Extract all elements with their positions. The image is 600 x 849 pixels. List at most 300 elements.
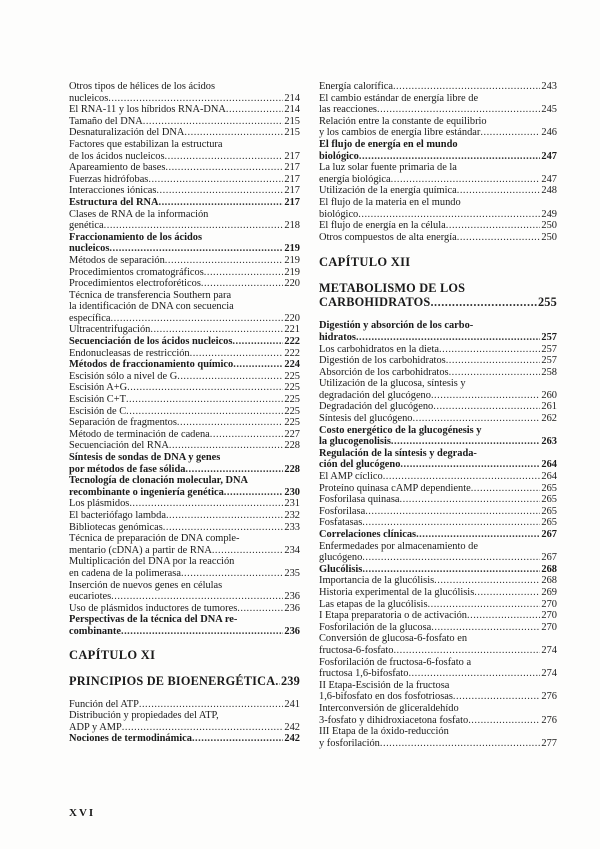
- dot-leader: [165, 162, 283, 174]
- toc-entry-text: Síntesis de sondas de DNA y genes: [69, 452, 221, 463]
- dot-leader: [380, 738, 541, 750]
- toc-page-number: 264: [541, 471, 557, 483]
- toc-entry: [69, 116, 300, 128]
- toc-page-number: 267: [541, 529, 557, 540]
- toc-entry: [319, 413, 557, 425]
- toc-entry-text: Endonucleasas de restricción: [69, 347, 190, 359]
- toc-entry-text: Estructura del RNA: [69, 196, 159, 208]
- toc-page-number: 248: [541, 185, 557, 197]
- dot-leader: [169, 440, 284, 452]
- toc-entry-text: Regulación de la síntesis y degrada-: [319, 447, 477, 459]
- toc-entry-text: 3-fosfato y dihidroxiacetona fosfato: [319, 714, 469, 726]
- toc-page-number: 220: [284, 312, 300, 324]
- dot-leader: [400, 459, 540, 471]
- toc-page-number: 250: [541, 231, 557, 243]
- toc-entry-text: II Etapa-Escisión de la fructosa: [319, 679, 450, 691]
- toc-entry: [69, 580, 300, 603]
- dot-leader: [400, 494, 541, 506]
- toc-entry-text: Utilización de la glucosa, síntesis y: [319, 378, 466, 390]
- toc-entry-text: Separación de fragmentos: [69, 417, 177, 429]
- toc-entry-text: y los cambios de energía libre estándar: [319, 127, 481, 139]
- toc-entry-text: Secuenciación de los ácidos nucleicos: [69, 336, 233, 348]
- toc-entry-text: Escisión A+G: [69, 382, 128, 394]
- toc-entry-text: Inserción de nuevos genes en células: [69, 579, 223, 591]
- toc-page-number: 228: [284, 440, 300, 452]
- toc-page-number: 217: [284, 185, 300, 197]
- dot-leader: [453, 691, 541, 703]
- toc-entry: [69, 290, 300, 325]
- toc-page-number: 217: [284, 173, 300, 185]
- toc-entry: [319, 483, 557, 495]
- dot-leader: [181, 568, 283, 580]
- toc-entry: [319, 93, 557, 116]
- toc-page-number: 236: [284, 591, 300, 603]
- toc-page-number: 218: [284, 220, 300, 232]
- toc-entry-text: Digestión y absorción de los carbo-: [319, 320, 474, 332]
- toc-entry-text: degradación del glucógeno: [319, 389, 431, 401]
- toc-entry-text: fructosa-6-fosfato: [319, 644, 394, 656]
- dot-leader: [356, 332, 540, 344]
- toc-entry-text: III Etapa de la óxido-reducción: [319, 726, 449, 738]
- dot-leader: [391, 174, 541, 186]
- toc-entry: [69, 556, 300, 579]
- toc-entry: [319, 494, 557, 506]
- dot-leader: [457, 232, 541, 244]
- dot-leader: [127, 382, 283, 394]
- toc-entry: [319, 703, 557, 726]
- toc-entry-text: Ultracentrifugación: [69, 324, 151, 336]
- toc-entry-text: eucariotes: [69, 591, 112, 603]
- toc-page-number: 230: [284, 486, 300, 498]
- toc-entry: [319, 506, 557, 518]
- toc-entry-text: las reacciones: [319, 104, 377, 116]
- toc-entry-text: Escisión C+T: [69, 394, 126, 406]
- toc-page-number: 227: [284, 428, 300, 440]
- chapter-xii-title: METABOLISMO DE LOS CARBOHIDRATOS ..... 255: [319, 281, 557, 309]
- toc-entry: [319, 575, 557, 587]
- toc-entry-text: Escisión de C: [69, 405, 127, 417]
- toc-entry-text: específica: [69, 312, 111, 324]
- toc-page-number: 264: [541, 459, 557, 471]
- toc-page-number: 225: [284, 370, 300, 382]
- dot-leader: [204, 267, 284, 279]
- toc-entry-text: El bacteriófago lambda: [69, 509, 166, 521]
- toc-page-number: 215: [284, 115, 300, 127]
- toc-entry: [69, 255, 300, 267]
- toc-entry-text: Costo energético de la glucogénesis y: [319, 424, 482, 436]
- toc-entry-text: El RNA-11 y los híbridos RNA-DNA: [69, 104, 226, 116]
- toc-entry: [69, 324, 300, 336]
- toc-page-number: 236: [284, 625, 300, 637]
- toc-entry-text: de los ácidos nucleicos: [69, 150, 165, 162]
- toc-entry: [319, 622, 557, 634]
- toc-entry-text: El cambio estándar de energía libre de: [319, 92, 479, 104]
- toc-entry-text: hidratos: [319, 331, 356, 343]
- toc-entry: [69, 533, 300, 556]
- toc-entry-text: Factores que estabilizan la estructura: [69, 138, 223, 150]
- toc-page-number: 247: [541, 150, 557, 162]
- toc-page-number: 219: [284, 266, 300, 278]
- toc-entry-text: Las etapas de la glucólisis: [319, 598, 428, 610]
- dot-leader: [166, 510, 283, 522]
- toc-entry-text: Técnica de preparación de DNA comple-: [69, 533, 240, 545]
- toc-entry-text: Perspectivas de la técnica del DNA re-: [69, 614, 238, 626]
- toc-entry: [319, 599, 557, 611]
- dot-leader: [177, 417, 284, 429]
- toc-entry: [319, 81, 557, 93]
- toc-entry-text: Fosforilación de la glucosa: [319, 621, 432, 633]
- toc-entry-text: ción del glucógeno: [319, 459, 401, 471]
- dot-leader: [150, 324, 283, 336]
- toc-entry-text: El flujo de energía en el mundo: [319, 138, 458, 150]
- dot-leader: [359, 151, 541, 163]
- dot-leader: [185, 464, 283, 476]
- dot-leader: [416, 529, 540, 541]
- dot-leader: [210, 429, 284, 441]
- toc-entry: [319, 139, 557, 162]
- dot-leader: [391, 436, 541, 448]
- toc-entry: [319, 355, 557, 367]
- dot-leader: [109, 243, 283, 255]
- dot-leader: [232, 336, 283, 348]
- toc-page-number: 225: [284, 382, 300, 394]
- dot-leader: [474, 587, 540, 599]
- dot-leader: [121, 626, 283, 638]
- toc-entry: [319, 610, 557, 622]
- toc-entry-text: Técnica de transferencia Southern para: [69, 289, 232, 301]
- toc-entry-text: Escisión sólo a nivel de G: [69, 370, 178, 382]
- toc-page-number: 261: [541, 401, 557, 413]
- toc-entry-text: Secuenciación del RNA: [69, 440, 169, 452]
- toc-page-number: 246: [541, 127, 557, 139]
- toc-entry-text: Apareamiento de bases: [69, 162, 166, 174]
- toc-entry-text: Conversión de glucosa-6-fosfato en: [319, 633, 468, 645]
- dot-leader: [365, 506, 540, 518]
- dot-leader: [212, 545, 284, 557]
- toc-entry-text: El flujo de la materia en el mundo: [319, 196, 461, 208]
- toc-entry-text: glucógeno: [319, 552, 363, 564]
- dot-leader: [139, 699, 284, 711]
- toc-entry: [69, 440, 300, 452]
- toc-entry-text: La luz solar fuente primaria de la: [319, 162, 457, 174]
- toc-entry-text: El flujo de energía en la célula: [319, 220, 446, 232]
- toc-entry: [69, 81, 300, 104]
- toc-entry-text: Clases de RNA de la información: [69, 208, 209, 220]
- dot-leader: [413, 413, 541, 425]
- toc-entry-text: El AMP cíclico: [319, 471, 383, 483]
- toc-entry: [319, 425, 557, 448]
- toc-entry: [69, 104, 300, 116]
- dot-leader: [126, 406, 283, 418]
- toc-entry: [69, 382, 300, 394]
- toc-page-number: 257: [541, 343, 557, 355]
- toc-entry: [69, 359, 300, 371]
- toc-entry-text: biológico: [319, 150, 359, 162]
- toc-page-number: 262: [541, 413, 557, 425]
- toc-page-number: 250: [541, 220, 557, 232]
- toc-entry: [69, 510, 300, 522]
- toc-entry: [319, 726, 557, 749]
- toc-page-number: 274: [541, 644, 557, 656]
- toc-entry-text: Fosforilación de fructosa-6-fosfato a: [319, 656, 472, 668]
- dot-leader: [393, 81, 540, 93]
- toc-entry: [69, 699, 300, 711]
- toc-entry-text: Fosfatasas: [319, 517, 363, 529]
- toc-entry-list: [69, 699, 300, 745]
- toc-entry-text: Fosforilasa quinasa: [319, 494, 400, 506]
- dot-leader: [158, 197, 283, 209]
- toc-entry-text: I Etapa preparatoria o de activación: [319, 610, 467, 622]
- toc-page-number: 268: [541, 563, 557, 575]
- toc-entry: [69, 603, 300, 615]
- toc-entry: [69, 139, 300, 162]
- toc-entry-text: nucleicos: [69, 92, 109, 104]
- toc-entry-text: Otros compuestos de alta energía: [319, 231, 457, 243]
- toc-entry-text: Energía calorífica: [319, 81, 393, 92]
- toc-page-number: 233: [284, 521, 300, 533]
- toc-entry-text: Digestión de los carbohidratos: [319, 355, 446, 367]
- toc-entry: [319, 680, 557, 703]
- dot-leader: [111, 313, 284, 325]
- toc-entry-text: Correlaciones clínicas: [319, 529, 417, 540]
- toc-entry-text: en cadena de la polimerasa: [69, 567, 181, 579]
- dot-leader: [434, 575, 540, 587]
- toc-entry-list: [319, 320, 557, 749]
- toc-page-number: 219: [284, 254, 300, 266]
- toc-page-number: 277: [541, 737, 557, 749]
- toc-page-number: 242: [284, 721, 300, 733]
- dot-leader: [446, 220, 541, 232]
- toc-right-column: [319, 81, 557, 749]
- toc-page-number: 265: [541, 482, 557, 494]
- toc-entry-text: Los plásmidos: [69, 498, 130, 510]
- toc-entry-text: Síntesis del glucógeno: [319, 413, 413, 425]
- toc-entry-text: biológico: [319, 208, 359, 220]
- dot-leader: [111, 591, 283, 603]
- toc-page-number: 214: [284, 104, 300, 116]
- toc-entry-text: Métodos de fraccionamiento químico: [69, 359, 234, 371]
- toc-entry: [319, 541, 557, 564]
- toc-page-number: 236: [284, 602, 300, 614]
- toc-entry: [319, 116, 557, 139]
- dot-leader: [393, 645, 540, 657]
- toc-page-number: 222: [284, 336, 300, 348]
- toc-entry: [319, 633, 557, 656]
- toc-page-number: 242: [284, 733, 300, 745]
- page-folio: XVI: [69, 807, 96, 819]
- toc-entry-text: Importancia de la glucólisis: [319, 575, 435, 587]
- toc-entry-text: Tecnología de clonación molecular, DNA: [69, 475, 249, 487]
- toc-page-number: 245: [541, 104, 557, 116]
- toc-entry: [319, 517, 557, 529]
- toc-entry-text: Degradación del glucógeno: [319, 401, 434, 413]
- toc-page-number: 228: [284, 463, 300, 475]
- dot-leader: [165, 151, 284, 163]
- toc-page-number: 217: [284, 150, 300, 162]
- toc-entry: [319, 471, 557, 483]
- dot-leader: [163, 522, 284, 534]
- toc-page-number: 217: [284, 162, 300, 174]
- toc-entry: [69, 348, 300, 360]
- dot-leader: [122, 722, 284, 734]
- toc-entry: [319, 344, 557, 356]
- toc-entry: [69, 417, 300, 429]
- toc-entry-text: 1,6-bifosfato en dos fosfotriosas: [319, 691, 453, 703]
- dot-leader: [377, 104, 540, 116]
- toc-entry-text: combinante: [69, 625, 121, 637]
- toc-entry-text: Absorción de los carbohidratos: [319, 366, 449, 378]
- toc-page-number: 243: [541, 81, 557, 92]
- dot-leader: [467, 610, 540, 622]
- dot-leader: [148, 174, 283, 186]
- dot-leader: [480, 127, 540, 139]
- toc-entry: [69, 475, 300, 498]
- dot-leader: [143, 116, 284, 128]
- toc-entry-text: y fosforilación: [319, 737, 380, 749]
- chapter-xii-label: CAPÍTULO XII: [319, 255, 411, 270]
- toc-entry-text: Multiplicación del DNA por la reacción: [69, 556, 235, 568]
- toc-entry-text: fructosa 1,6-bifosfato: [319, 668, 409, 680]
- toc-entry-text: Historia experimental de la glucólisis: [319, 586, 475, 598]
- dot-leader: [468, 715, 540, 727]
- toc-page-number: 220: [284, 278, 300, 290]
- toc-page-number: 234: [284, 544, 300, 556]
- dot-leader: [156, 185, 283, 197]
- toc-entry-text: por métodos de fase sólida: [69, 463, 186, 475]
- dot-leader: [433, 401, 540, 413]
- dot-leader: [184, 127, 283, 139]
- toc-entry: [69, 336, 300, 348]
- toc-page-number: 269: [541, 586, 557, 598]
- toc-page-number: 270: [541, 610, 557, 622]
- toc-page-number: 263: [541, 436, 557, 448]
- toc-entry-text: Fraccionamiento de los ácidos: [69, 231, 203, 243]
- toc-entry: [69, 406, 300, 418]
- toc-entry-text: mentario (cDNA) a partir de RNA: [69, 544, 212, 556]
- toc-entry: [319, 162, 557, 185]
- toc-entry: [319, 448, 557, 471]
- toc-entry-text: Métodos de separación: [69, 254, 165, 266]
- dot-leader: [362, 517, 540, 529]
- toc-page-number: 225: [284, 417, 300, 429]
- toc-page-number: 214: [284, 92, 300, 104]
- toc-page-number: 215: [284, 127, 300, 139]
- dot-leader: [358, 209, 540, 221]
- toc-entry-text: la identificación de DNA con secuencia: [69, 301, 234, 313]
- toc-entry: [69, 209, 300, 232]
- dot-leader: [237, 603, 283, 615]
- toc-entry: [69, 394, 300, 406]
- dot-leader: [457, 185, 541, 197]
- dot-leader: [449, 367, 541, 379]
- toc-page-number: 265: [541, 517, 557, 529]
- toc-left-column: [69, 81, 300, 745]
- toc-entry-text: Fuerzas hidrófobas: [69, 173, 149, 185]
- dot-leader: [126, 394, 283, 406]
- toc-entry: [69, 371, 300, 383]
- toc-entry-text: Procedimientos electroforéticos: [69, 278, 201, 290]
- toc-entry: [69, 232, 300, 255]
- toc-entry: [69, 733, 300, 745]
- toc-page-number: 217: [284, 196, 300, 208]
- toc-entry: [319, 529, 557, 541]
- toc-entry-text: Método de terminación de cadena: [69, 428, 210, 440]
- toc-page-number: 241: [284, 698, 300, 710]
- dot-leader: [431, 390, 540, 402]
- dot-leader: [408, 668, 540, 680]
- chapter-xi-label: CAPÍTULO XI: [69, 647, 156, 662]
- toc-page-number: 276: [541, 714, 557, 726]
- toc-page-number: 258: [541, 366, 557, 378]
- toc-page-number: 276: [541, 691, 557, 703]
- toc-entry-text: ADP y AMP: [69, 721, 122, 733]
- toc-entry: [319, 401, 557, 413]
- dot-leader: [439, 344, 540, 356]
- dot-leader: [362, 564, 540, 576]
- toc-entry-text: genética: [69, 220, 104, 232]
- dot-leader: [233, 359, 283, 371]
- dot-leader: [224, 487, 284, 499]
- toc-entry: [319, 320, 557, 343]
- dot-leader: [226, 104, 283, 116]
- toc-page-number: 270: [541, 621, 557, 633]
- dot-leader: [177, 371, 283, 383]
- toc-entry-text: nucleicos: [69, 243, 110, 255]
- toc-entry-text: Función del ATP: [69, 698, 139, 710]
- toc-entry-text: Tamaño del DNA: [69, 115, 143, 127]
- dot-leader: [190, 348, 284, 360]
- dot-leader: [108, 93, 283, 105]
- toc-entry-text: Glucólisis: [319, 563, 363, 575]
- toc-entry-list: [69, 81, 300, 638]
- toc-entry-text: Proteíno quinasa cAMP dependiente: [319, 482, 471, 494]
- toc-page-number: 257: [541, 331, 557, 343]
- toc-entry-text: Fosforilasa: [319, 505, 366, 517]
- toc-entry: [319, 185, 557, 197]
- toc-page-number: 222: [284, 347, 300, 359]
- toc-entry: [69, 429, 300, 441]
- toc-page-number: 265: [541, 494, 557, 506]
- toc-page-number: 224: [284, 359, 300, 371]
- toc-page-number: 247: [541, 173, 557, 185]
- toc-page-number: 270: [541, 598, 557, 610]
- toc-entry-text: Relación entre la constante de equilibrio: [319, 115, 487, 127]
- dot-leader: [428, 599, 541, 611]
- toc-entry-text: Enfermedades por almacenamiento de: [319, 540, 478, 552]
- toc-page-number: 265: [541, 505, 557, 517]
- toc-page-number: 268: [541, 575, 557, 587]
- toc-page-number: 225: [284, 394, 300, 406]
- toc-page-number: 249: [541, 208, 557, 220]
- toc-page-number: 219: [284, 243, 300, 255]
- toc-page-number: 257: [541, 355, 557, 367]
- toc-page-number: 221: [284, 324, 300, 336]
- toc-entry: [319, 657, 557, 680]
- dot-leader: [192, 733, 283, 745]
- dot-leader: [471, 483, 541, 495]
- toc-entry: [69, 185, 300, 197]
- toc-entry: [319, 220, 557, 232]
- toc-entry-text: Distribución y propiedades del ATP,: [69, 710, 219, 722]
- toc-entry: [319, 378, 557, 401]
- toc-entry-text: Interacciones iónicas: [69, 185, 157, 197]
- toc-entry-text: Procedimientos cromatográficos: [69, 266, 204, 278]
- dot-leader: [165, 255, 284, 267]
- toc-entry-text: Utilización de la energía química: [319, 185, 457, 197]
- toc-entry: [69, 522, 300, 534]
- toc-page-number: 260: [541, 389, 557, 401]
- toc-entry: [319, 197, 557, 220]
